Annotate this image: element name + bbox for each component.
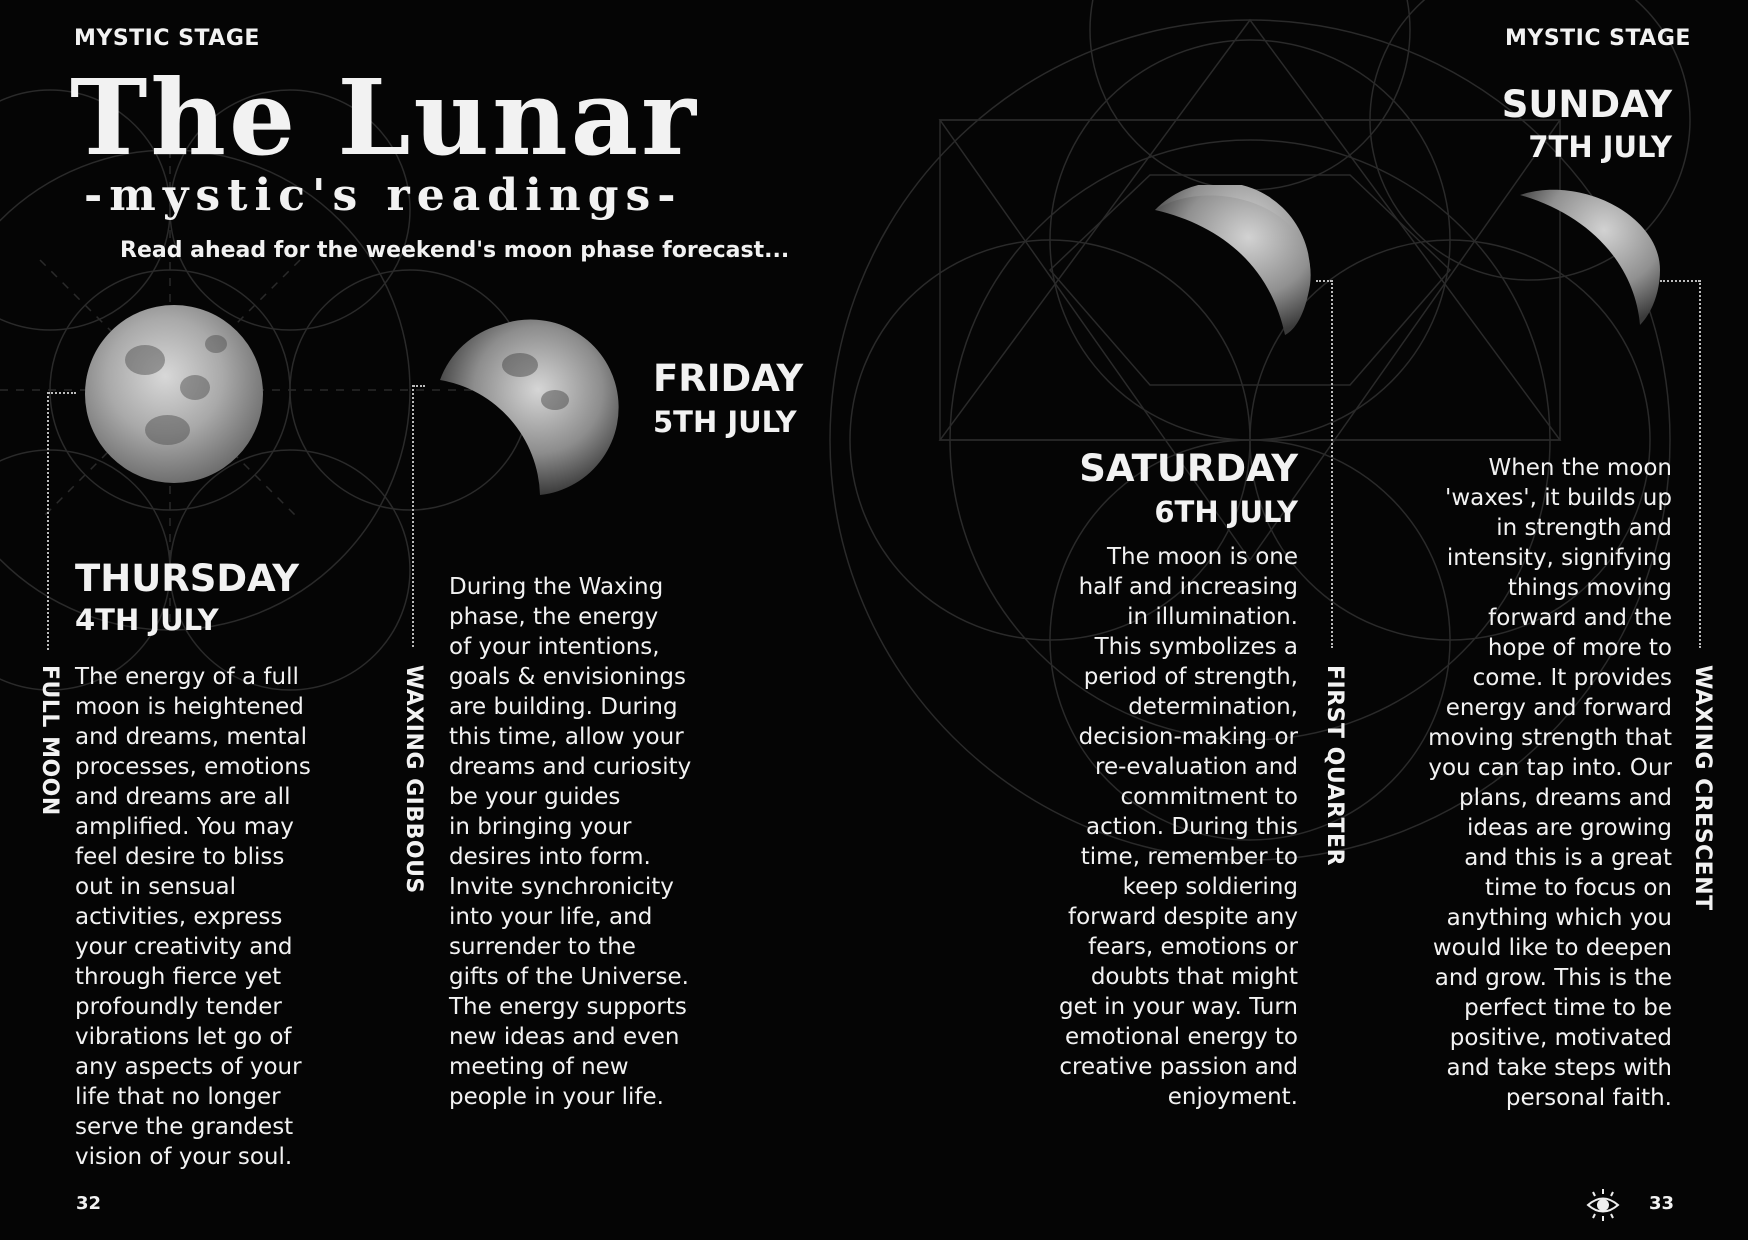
page-number-right: 33 xyxy=(1649,1193,1675,1214)
phase-label-waxing-crescent: WAXING CRESCENT xyxy=(1690,665,1715,911)
reading-thursday: The energy of a full moon is heightened and dreams, mental processes, emotions and dreams are all amplified. You may feel desire to bliss out in sensual activities, express your creativity and through fierce yet profoundly tender vibrations let go of any aspects of your life that no longer serve the grandest vision of your soul. xyxy=(75,664,311,1170)
page-subtitle: -mystic's readings- xyxy=(84,170,683,221)
reading-saturday: The moon is one half and increasing in illumination. This symbolizes a period of strength, determination, decision-making or re-evaluation and commitment to action. During this time, remember to keep soldiering forward despite any fears, emotions or doubts that might get in your way. Turn emotional energy to creative passion and enjoyment. xyxy=(1058,544,1298,1110)
day-saturday: SATURDAY xyxy=(1079,447,1298,490)
full-moon-image xyxy=(85,305,263,483)
eye-icon xyxy=(1585,1188,1621,1222)
brand-right: MYSTIC STAGE xyxy=(1505,26,1691,51)
phase-label-first-quarter: FIRST QUARTER xyxy=(1322,665,1347,867)
phase-label-full-moon: FULL MOON xyxy=(37,665,62,816)
date-saturday: 6TH JULY xyxy=(1154,495,1298,529)
phase-label-waxing-gibbous: WAXING GIBBOUS xyxy=(401,665,426,894)
day-sunday: SUNDAY xyxy=(1501,83,1672,126)
first-quarter-moon-image xyxy=(1150,185,1320,350)
waxing-gibbous-moon-image xyxy=(425,315,620,500)
brand-left: MYSTIC STAGE xyxy=(74,26,260,51)
page-number-left: 32 xyxy=(76,1193,102,1214)
page-title: The Lunar xyxy=(70,56,699,179)
full-moon-connector xyxy=(47,392,49,650)
waxing-crescent-moon-image xyxy=(1520,185,1670,335)
waxing-crescent-connector xyxy=(1699,280,1701,648)
date-thursday: 4TH JULY xyxy=(75,603,219,637)
date-friday: 5TH JULY xyxy=(653,405,797,439)
tagline: Read ahead for the weekend's moon phase forecast... xyxy=(120,238,790,263)
day-thursday: THURSDAY xyxy=(75,557,299,600)
day-friday: FRIDAY xyxy=(653,357,804,400)
waxing-gibbous-connector xyxy=(412,385,414,647)
first-quarter-connector xyxy=(1331,280,1333,648)
reading-friday: During the Waxing phase, the energy of your intentions, goals & envisionings are building. During this time, allow your dreams and curiosity be your guides in bringing your desires into form. Invite synchronicity into your life, and surrender to the gifts of the Universe. The energy supports new ideas and even meeting of new people in your life. xyxy=(449,574,692,1110)
date-sunday: 7TH JULY xyxy=(1528,130,1672,164)
reading-sunday: When the moon 'waxes', it builds up in strength and intensity, signifying things moving forward and the hope of more to come. It provides energy and forward moving strength that you can tap into. Our plans, dreams and ideas are growing and this is a great time to focus on anything which you would like to deepen and grow. This is the perfect time to be positive, motivated and take steps with personal faith. xyxy=(1428,455,1672,1111)
